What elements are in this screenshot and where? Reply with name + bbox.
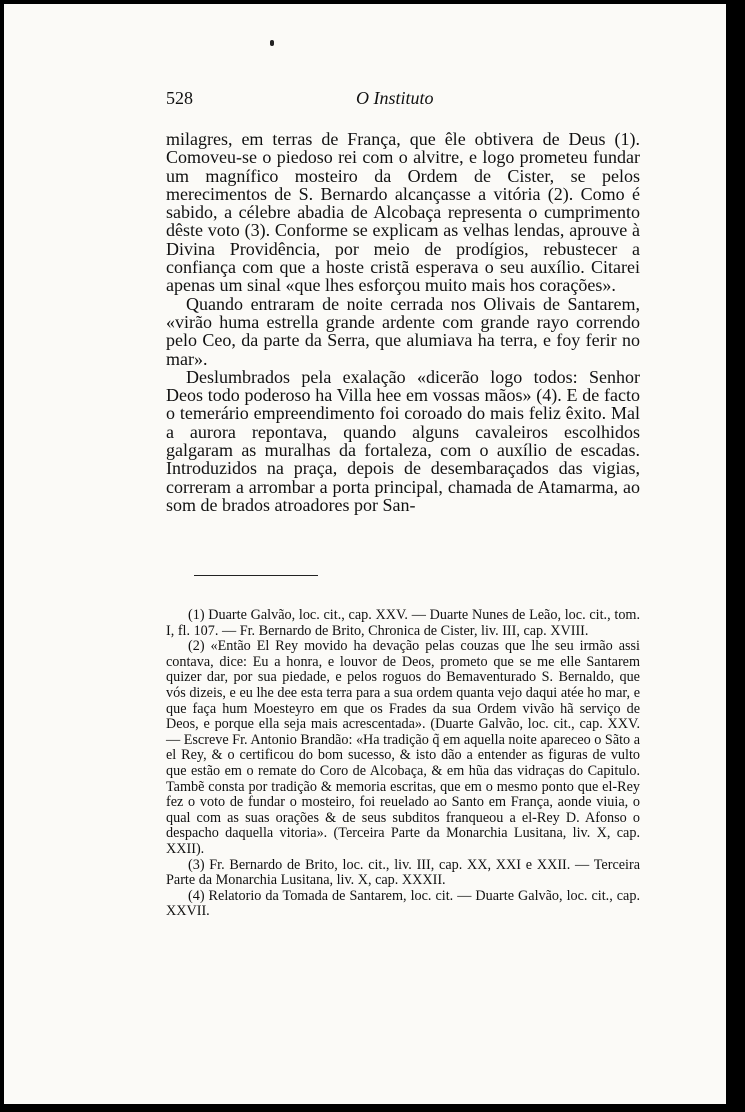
footnote: (3) Fr. Bernardo de Brito, loc. cit., liv. III, cap. XX, XXI e XXII. — Terceira Parte da Monarchia Lusitana, liv. X, cap. XXXII.: [166, 856, 640, 889]
running-title: O Instituto: [356, 88, 434, 108]
paragraph: Deslumbrados pela exalação «dicerão logo todos: Senhor Deos todo poderoso ha Villa hee em vossas mãos» (4). E de facto o temerário empreendimento foi coroado do mais feliz êxito. Mal a aurora repontava, quando alguns cavaleiros escolhidos galgaram as muralhas da fortaleza, com o auxílio de escadas. Introduzidos na praça, depois de desembaraçados das vigias, correram a arrombar a porta principal, chamada de Atamarma, ao som de brados atroadores por San-: [166, 366, 640, 515]
footnotes: [166, 608, 640, 920]
paragraph: milagres, em terras de França, que êle obtivera de Deus (1). Comoveu-se o piedoso rei com o alvitre, e logo prometeu fundar um magnífico mosteiro da Ordem de Cister, se pelos merecimentos de S. Bernardo alcançasse a vitória (2). Como é sabido, a célebre abadia de Alcobaça representa o cumprimento dêste voto (3). Conforme se explicam as velhas lendas, aprouve à Divina Providência, por meio de prodígios, rebustecer a confiança com que a hoste cristã esperava o seu auxílio. Citarei apenas um sinal «que lhes esforçou muito mais hos corações».: [166, 129, 640, 296]
footnote: (4) Relatorio da Tomada de Santarem, loc. cit. — Duarte Galvão, loc. cit., cap. XXVII.: [166, 887, 640, 920]
body-text: [166, 130, 640, 514]
book-page: [4, 4, 726, 1104]
footnote: (1) Duarte Galvão, loc. cit., cap. XXV. — Duarte Nunes de Leão, loc. cit., tom. I, fl. 107. — Fr. Bernardo de Brito, Chronica de Cister, liv. III, cap. XVIII.: [166, 607, 640, 639]
page-header: [166, 88, 646, 112]
page-number: 528: [166, 88, 193, 108]
footnote: (2) «Então El Rey movido ha devação pelas couzas que lhe seu irmão assi contava, dice: Eu a honra, e louvor de Deos, prometo que se me elle Santarem quizer dar, por sua piedade, e pelos roguos do Bemaventurado S. Bernaldo, que vós dizeis, e eu lhe dee esta terra para a sua ordem quanta vejo daqui atée ho mar, e que faça hum Moesteyro em que os Frades da sua Ordem vivão hã serviço de Deos, e porque ella seja mais acrescentada». (Duarte Galvão, loc. cit., cap. XXV. — Escreve Fr. Antonio Brandão: «Ha tradição q̃ em aquella noite apareceo o Sãto a el Rey, & o certificou do bom sucesso, & isto dão a entender as figuras de vulto que estão em o remate do Coro de Alcobaça, & em hũa das vidraças do Capitulo. Tambẽ consta por tradição & memoria escritas, que em o mesmo ponto que el-Rey fez o voto de fundar o mosteiro, foi reuelado ao Santo em França, aonde viuia, o qual com as suas orações & de seus subditos franqueou a el-Rey D. Afonso o despacho daquella vitoria». (Terceira Parte da Monarchia Lusitana, liv. X, cap. XXII).: [166, 638, 640, 857]
paragraph: Quando entraram de noite cerrada nos Olivais de Santarem, «virão huma estrella grande ardente com grande rayo correndo pelo Ceo, da parte da Serra, que alumiava ha terra, e foy ferir no mar».: [166, 293, 640, 369]
ink-speck: [270, 40, 274, 46]
footnote-separator: [194, 575, 318, 576]
